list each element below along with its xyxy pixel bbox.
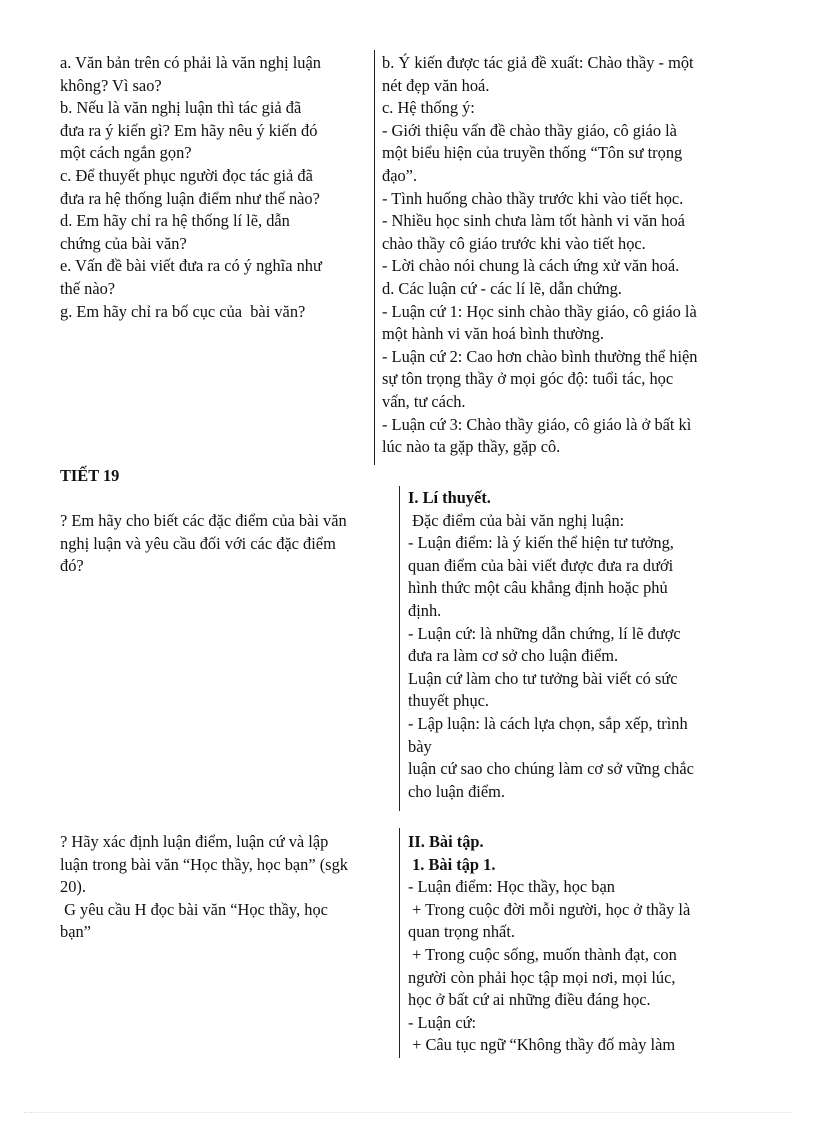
text-line: chứng của bài văn? [60,233,187,253]
text-line: - Luận cứ: là những dẫn chứng, lí lẽ được [408,623,681,643]
text-line: hình thức một câu khẳng định hoặc phủ [408,578,668,598]
text-line: sự tôn trọng thầy ở mọi góc độ: tuổi tác, học [382,369,674,389]
text-line: Đặc điểm của bài văn nghị luận: [408,510,625,530]
section3-left-column [60,831,395,944]
text-line: - Luận cứ 3: Chào thầy giáo, cô giáo là ở bất kì [382,414,692,434]
text-line: nghị luận và yêu cầu đối với các đặc điểm [60,533,336,553]
exercise-heading: 1. Bài tập 1. [408,854,496,874]
text-line: - Giới thiệu vấn đề chào thầy giáo, cô giáo là [382,120,677,140]
text-line: b. Ý kiến được tác giả đề xuất: Chào thầy - một [382,53,694,72]
text-line: đưa ra làm cơ sở cho luận điểm. [408,646,619,666]
text-line: đưa ra ý kiến gì? Em hãy nêu ý kiến đó [60,120,318,140]
column-divider-3 [399,828,400,1058]
section-heading: I. Lí thuyết. [408,488,491,507]
page-bottom-rule [24,1112,792,1113]
text-line: - Nhiều học sinh chưa làm tốt hành vi văn hoá [382,211,685,231]
text-line: a. Văn bản trên có phải là văn nghị luận [60,53,321,72]
section2-left-column [60,510,395,578]
text-line: Luận cứ làm cho tư tưởng bài viết có sức [408,668,678,688]
text-line: - Luận điểm: Học thầy, học bạn [408,877,615,897]
text-line: một hành vi văn hoá bình thường. [382,324,604,344]
text-line: - Luận cứ: [408,1012,477,1032]
text-line: + Câu tục ngữ “Không thầy đố mày làm [408,1035,676,1055]
text-line: - Lời chào nói chung là cách ứng xử văn hoá. [382,256,680,276]
text-line: luận trong bài văn “Học thầy, học bạn” (sgk [60,854,348,874]
text-line: 20). [60,877,86,897]
text-line: lúc nào ta gặp thầy, gặp cô. [382,437,561,457]
text-line: người còn phải học tập mọi nơi, mọi lúc, [408,967,676,987]
column-divider-2 [399,486,400,811]
column-divider-1 [374,50,375,465]
text-line: chào thầy cô giáo trước khi vào tiết học. [382,233,646,253]
section1-left-column [60,52,370,323]
section3-right-column [408,831,768,1057]
text-line: không? Vì sao? [60,75,162,95]
section-heading: II. Bài tập. [408,832,484,851]
text-line: ? Hãy xác định luận điểm, luận cứ và lập [60,832,329,851]
text-line: định. [408,600,442,620]
text-line: d. Em hãy chỉ ra hệ thống lí lẽ, dẫn [60,211,290,231]
text-line: - Luận điểm: là ý kiến thể hiện tư tưởng, [408,533,674,553]
text-line: - Lập luận: là cách lựa chọn, sắp xếp, trình [408,713,688,733]
text-line: d. Các luận cứ - các lí lẽ, dẫn chứng. [382,278,622,298]
text-line: quan điểm của bài viết được đưa ra dưới [408,555,674,575]
text-line: b. Nếu là văn nghị luận thì tác giả đã [60,98,302,118]
text-line: thế nào? [60,278,116,298]
text-line: vấn, tư cách. [382,391,466,411]
text-line: bạn” [60,922,91,942]
section2-right-column [408,487,768,803]
text-line: một cách ngắn gọn? [60,143,192,163]
text-line: c. Hệ thống ý: [382,98,475,118]
text-line: một biểu hiện của truyền thống “Tôn sư trọng [382,143,683,163]
text-line: - Luận cứ 2: Cao hơn chào bình thường thể hiện [382,346,698,366]
lesson-heading: TIẾT 19 [60,466,120,485]
text-line: đạo”. [382,165,418,185]
text-line: quan trọng nhất. [408,922,515,942]
text-line: thuyết phục. [408,691,490,711]
text-line: - Luận cứ 1: Học sinh chào thầy giáo, cô giáo là [382,301,697,321]
text-line: + Trong cuộc đời mỗi người, học ở thầy là [408,899,691,919]
text-line: nét đẹp văn hoá. [382,75,490,95]
text-line: học ở bất cứ ai những điều đáng học. [408,990,651,1010]
text-line: cho luận điểm. [408,781,505,801]
text-line: G yêu cầu H đọc bài văn “Học thầy, học [60,899,328,919]
text-line: + Trong cuộc sống, muốn thành đạt, con [408,944,677,964]
text-line: e. Vấn đề bài viết đưa ra có ý nghĩa như [60,256,322,276]
text-line: luận cứ sao cho chúng làm cơ sở vững chắc [408,759,694,779]
text-line: g. Em hãy chỉ ra bố cục của bài văn? [60,301,306,321]
text-line: c. Để thuyết phục người đọc tác giả đã [60,165,313,185]
text-line: - Tình huống chào thầy trước khi vào tiết học. [382,188,684,208]
section1-right-column [382,52,762,459]
text-line: bày [408,736,432,756]
text-line: ? Em hãy cho biết các đặc điểm của bài văn [60,511,347,530]
text-line: đưa ra hệ thống luận điểm như thế nào? [60,188,320,208]
text-line: đó? [60,556,84,576]
